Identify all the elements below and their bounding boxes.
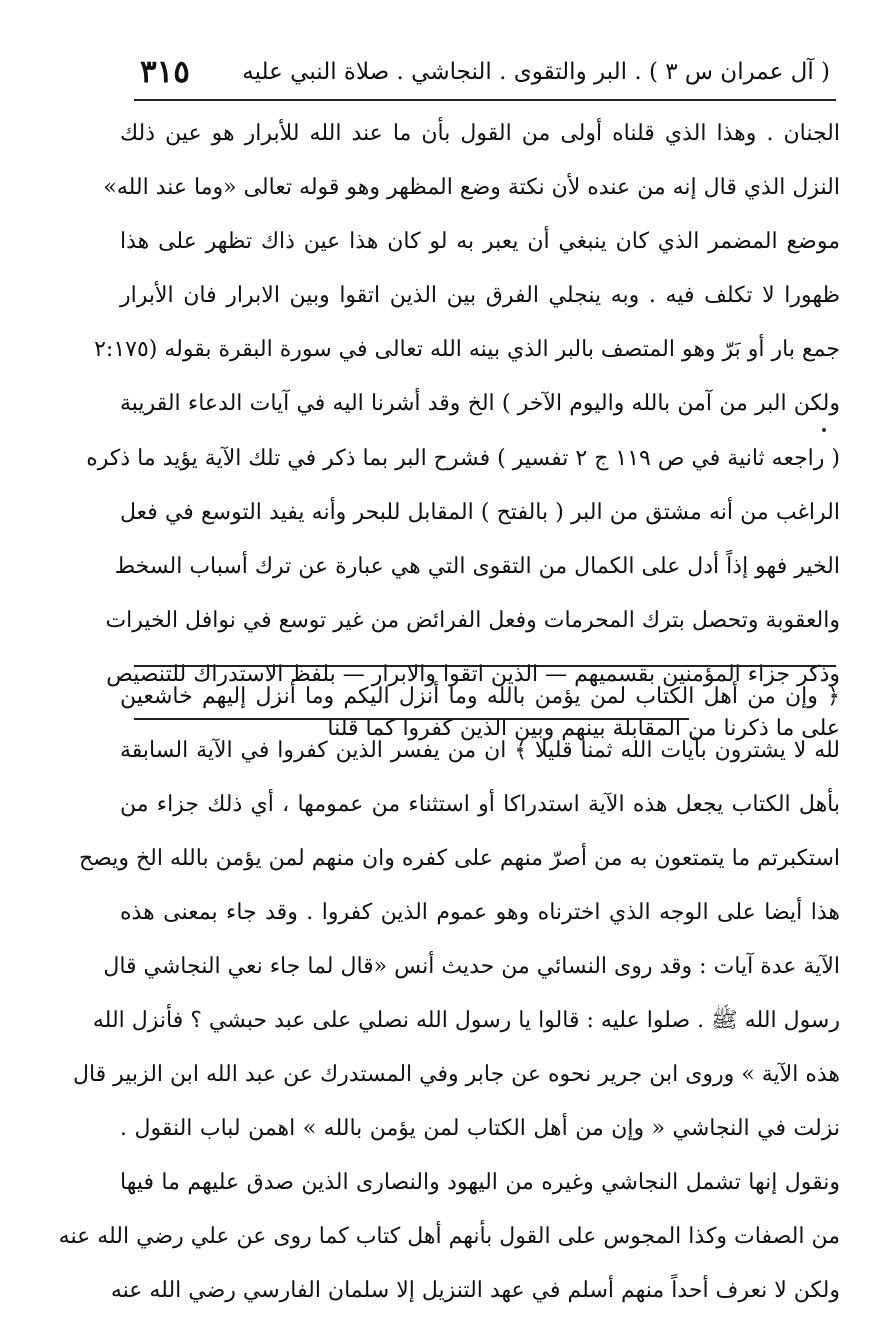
verse-underline bbox=[134, 718, 689, 720]
text-line: استكبرتم ما يتمتعون به من أصرّ منهم على كفره وان منهم لمن يؤمن بالله الخ ويصح bbox=[78, 846, 840, 871]
page-number: ٣١٥ bbox=[140, 54, 190, 90]
text-line: لله لا يشترون بآيات الله ثمنا قليلا ﴾ ان من يفسر الذين كفروا في الآية السابقة bbox=[120, 738, 840, 763]
text-line: ونقول إنها تشمل النجاشي وغيره من اليهود والنصارى الذين صدق عليهم ما فيها bbox=[120, 1170, 840, 1195]
text-line: بأهل الكتاب يجعل هذه الآية استدراكا أو استثناء من عمومها ، أي ذلك جزاء من bbox=[120, 792, 840, 817]
text-line: الراغب من أنه مشتق من البر ( بالفتح ) المقابل للبحر وأنه يفيد التوسع في فعل bbox=[120, 499, 840, 525]
text-line: من الصفات وكذا المجوس على القول بأنهم أهل كتاب كما روى عن علي رضي الله عنه bbox=[58, 1224, 840, 1249]
header-rule bbox=[134, 99, 836, 101]
text-line: ولكن البر من آمن بالله واليوم الآخر ) الخ وقد أشرنا اليه في آيات الدعاء القريبة bbox=[120, 391, 840, 417]
paragraph-commentary-2 bbox=[58, 670, 840, 1318]
section-rule bbox=[134, 665, 836, 667]
text-line-last: على ما ذكرنا من المقابلة بينهم وبين الذين كفروا كما قلنا bbox=[327, 716, 840, 742]
text-line: هذه الآية » وروى ابن جرير نحوه عن جابر وفي المستدرك عن عبد الله ابن الزبير قال bbox=[72, 1062, 840, 1087]
paragraph-commentary-1 bbox=[86, 107, 840, 756]
verse-line: ﴿ وإن من أهل الكتاب لمن يؤمن بالله وما أنزل اليكم وما أنزل إليهم خاشعين bbox=[120, 684, 840, 709]
text-line: هذا أيضا على الوجه الذي اخترناه وهو عموم الذين كفروا . وقد جاء بمعنى هذه bbox=[120, 900, 840, 925]
text-line: موضع المضمر الذي كان ينبغي أن يعبر به لو كان هذا عين ذاك تظهر على هذا bbox=[120, 229, 840, 255]
text-line: الخير فهو إذاً أدل على الكمال من التقوى التي هي عبارة عن ترك أسباب السخط bbox=[114, 553, 840, 579]
text-line: ولكن لا نعرف أحداً منهم أسلم في عهد التنزيل إلا سلمان الفارسي رضي الله عنه bbox=[110, 1278, 840, 1303]
text-line: جمع بار أو بَرّ وهو المتصف بالبر الذي بينه الله تعالى في سورة البقرة بقوله (٢:١٧٥ bbox=[94, 337, 840, 363]
text-line: ظهورا لا تكلف فيه . وبه ينجلي الفرق بين الذين اتقوا وبين الابرار فان الأبرار bbox=[120, 283, 840, 309]
text-line: وذكر جزاء المؤمنين بقسميهم — الذين اتقوا والابرار — بلفظ الاستدراك للتنصيص bbox=[106, 661, 840, 687]
running-header bbox=[140, 48, 830, 96]
text-line: النزل الذي قال إنه من عنده لأن نكتة وضع المظهر وهو قوله تعالى «وما عند الله» bbox=[103, 175, 840, 201]
text-line: ( راجعه ثانية في ص ١١٩ ج ٢ تفسير ) فشرح البر بما ذكر في تلك الآية يؤيد ما ذكره bbox=[86, 445, 840, 471]
text-line: رسول الله ﷺ . صلوا عليه : قالوا يا رسول الله نصلي على عبد حبشي ؟ فأنزل الله bbox=[92, 1008, 840, 1033]
text-line: والعقوبة وتحصل بترك المحرمات وفعل الفرائض من غير توسع في نوافل الخيرات bbox=[105, 607, 840, 633]
text-line: الآية عدة آيات : وقد روى النسائي من حديث أنس «قال لما جاء نعي النجاشي قال bbox=[103, 954, 840, 979]
text-line: الجنان . وهذا الذي قلناه أولى من القول بأن ما عند الله للأبرار هو عين ذلك bbox=[120, 121, 840, 146]
header-title: ( آل عمران س ٣ ) . البر والتقوى . النجاشي . صلاة النبي عليه bbox=[242, 59, 830, 85]
text-line: نزلت في النجاشي « وإن من أهل الكتاب لمن يؤمن بالله » اهمن لباب النقول . bbox=[120, 1116, 840, 1141]
